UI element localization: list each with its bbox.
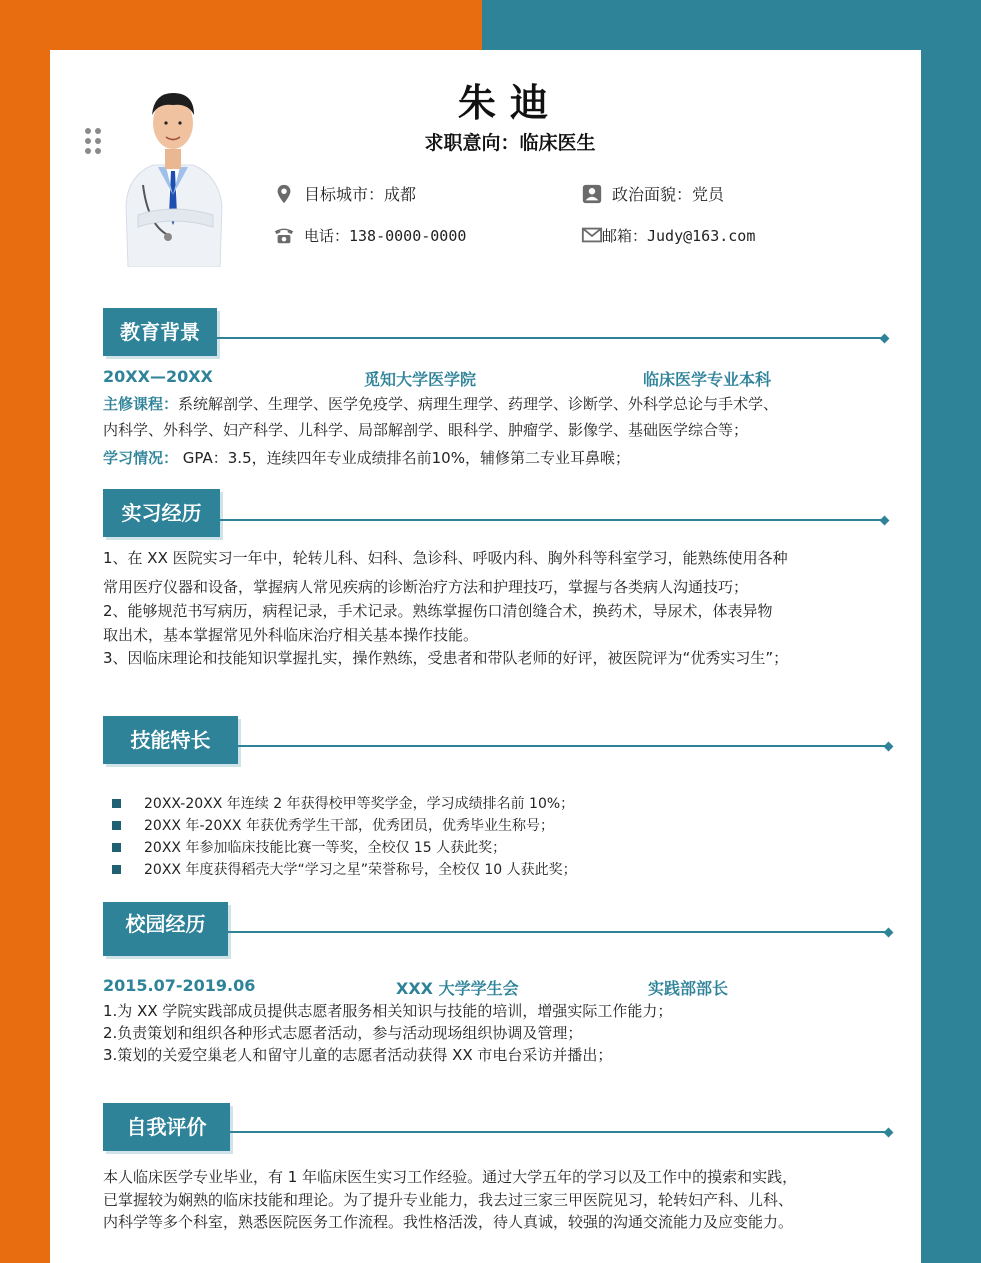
- internship-line: 常用医疗仪器和设备，掌握病人常见疾病的诊断治疗方法和护理技巧，掌握与各类病人沟通技巧；: [103, 578, 749, 596]
- phone-text: 电话：138-0000-0000: [304, 226, 467, 245]
- courses-line-2: 内科学、外科学、妇产科学、儿科学、局部解剖学、眼科学、肿瘤学、影像学、基础医学综合等；: [103, 421, 749, 439]
- section-title-internship: 实习经历: [103, 489, 220, 537]
- campus-line: 1.为 XX 学院实践部成员提供志愿者服务相关知识与技能的培训，增强实际工作能力；: [103, 1002, 673, 1020]
- phone: [272, 224, 466, 246]
- edu-school: 觅知大学医学院: [364, 370, 477, 389]
- skill-text: 20XX-20XX 年连续 2 年获得校甲等奖学金，学习成绩排名前 10%；: [144, 796, 575, 812]
- edu-period: 20XX—20XX: [103, 367, 213, 386]
- campus-period: 2015.07-2019.06: [103, 976, 256, 995]
- section-title-skills: 技能特长: [103, 716, 238, 764]
- self-eval-line: 内科学等多个科室，熟悉医院医务工作流程。我性格活泼，待人真诚，较强的沟通交流能力及应变能力。: [103, 1213, 794, 1231]
- section-divider: [228, 931, 888, 933]
- study-text: GPA：3.5，连续四年专业成绩排名前10%，辅修第二专业耳鼻喉；: [182, 449, 630, 467]
- section-divider: [238, 745, 888, 747]
- campus-role: 实践部部长: [648, 979, 729, 998]
- edu-courses: [103, 391, 893, 443]
- courses-label: 主修课程：: [103, 395, 179, 413]
- courses-line-1: 系统解剖学、生理学、医学免疫学、病理生理学、药理学、诊断学、外科学总论与手术学、: [178, 395, 779, 413]
- skill-text: 20XX 年度获得稻壳大学“学习之星”荣誉称号，全校仅 10 人获此奖；: [144, 862, 577, 878]
- candidate-name: 朱迪: [457, 81, 562, 125]
- internship-line: 3、因临床理论和技能知识掌握扎实，操作熟练，受患者和带队老师的好评，被医院评为“优秀实习生”；: [103, 649, 789, 667]
- self-eval-line: 本人临床医学专业毕业，有 1 年临床医生实习工作经验。通过大学五年的学习以及工作中的摸索和实践，: [103, 1168, 798, 1186]
- section-title-self-eval: 自我评价: [103, 1103, 230, 1151]
- internship-line: 取出术，基本掌握常见外科临床治疗相关基本操作技能。: [103, 626, 479, 644]
- location-icon: [272, 183, 296, 205]
- section-divider: [230, 1131, 888, 1133]
- campus-line: 3.策划的关爱空巢老人和留守儿童的志愿者活动获得 XX 市电台采访并播出；: [103, 1046, 613, 1064]
- profile-photo: [118, 75, 228, 267]
- political-status: [580, 182, 724, 205]
- bullet-icon: [112, 843, 121, 852]
- phone-icon: [272, 224, 296, 246]
- job-intent: 求职意向：临床医生: [424, 132, 596, 154]
- target-city: [272, 182, 416, 205]
- edu-study: [103, 445, 893, 471]
- section-divider: [220, 519, 885, 521]
- list-item: [112, 837, 506, 857]
- political-status-text: 政治面貌：党员: [612, 185, 725, 204]
- email-text: 邮箱：Judy@163.com: [602, 226, 756, 245]
- list-item: [112, 859, 577, 879]
- email: [580, 224, 755, 246]
- study-label: 学习情况：: [103, 449, 179, 467]
- internship-line: 1、在 XX 医院实习一年中，轮转儿科、妇科、急诊科、呼吸内科、胸外科等科室学习，能熟练使用各种: [103, 549, 788, 567]
- target-city-text: 目标城市：成都: [304, 185, 417, 204]
- bullet-icon: [112, 865, 121, 874]
- edu-major: 临床医学专业本科: [643, 370, 772, 389]
- drag-handle-icon[interactable]: [85, 128, 103, 158]
- mail-icon: [580, 224, 604, 246]
- section-divider: [217, 337, 885, 339]
- internship-line: 2、能够规范书写病历，病程记录，手术记录。熟练掌握伤口清创缝合术，换药术，导尿术，体表异物: [103, 602, 773, 620]
- skill-text: 20XX 年参加临床技能比赛一等奖，全校仅 15 人获此奖；: [144, 840, 507, 856]
- section-title-education: 教育背景: [103, 308, 217, 356]
- self-eval-line: 已掌握较为娴熟的临床技能和理论。为了提升专业能力，我去过三家三甲医院见习，轮转妇产科、儿科、: [103, 1191, 794, 1209]
- bullet-icon: [112, 821, 121, 830]
- campus-org: XXX 大学学生会: [396, 979, 519, 998]
- bullet-icon: [112, 799, 121, 808]
- section-title-campus: 校园经历: [103, 902, 228, 956]
- campus-line: 2.负责策划和组织各种形式志愿者活动，参与活动现场组织协调及管理；: [103, 1024, 583, 1042]
- list-item: [112, 793, 574, 813]
- skill-text: 20XX 年-20XX 年获优秀学生干部，优秀团员，优秀毕业生称号；: [144, 818, 554, 834]
- id-card-icon: [580, 183, 604, 205]
- list-item: [112, 815, 554, 835]
